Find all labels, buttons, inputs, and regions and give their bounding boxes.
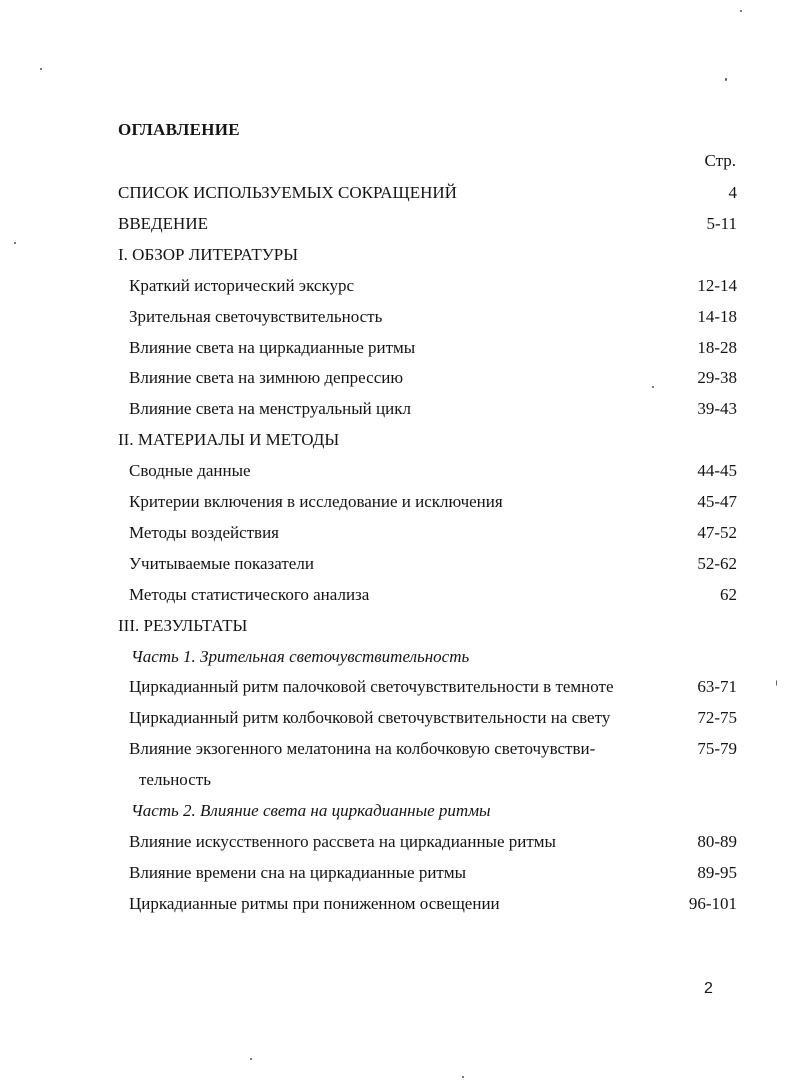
scan-speck <box>740 10 742 12</box>
toc-entry-title: I. ОБЗОР ЛИТЕРАТУРЫ <box>118 244 299 264</box>
toc-entry-page: 5-11 <box>706 213 737 233</box>
toc-entry <box>0 830 792 854</box>
toc-entry <box>0 428 792 452</box>
page-column-label: Стр. <box>704 151 736 170</box>
toc-entry-title: ВВЕДЕНИЕ <box>118 213 208 233</box>
toc-entry-title: Учитываемые показатели <box>129 553 314 573</box>
toc-entry-page: 80-89 <box>697 831 737 851</box>
toc-entry <box>0 799 792 823</box>
toc-entry <box>0 305 792 329</box>
toc-entry-title: СПИСОК ИСПОЛЬЗУЕМЫХ СОКРАЩЕНИЙ <box>118 183 457 202</box>
toc-entry-page: 18-28 <box>697 337 737 357</box>
toc-entry <box>0 397 792 421</box>
toc-entry-title: Краткий исторический экскурс <box>129 275 355 295</box>
scan-speck <box>14 242 16 244</box>
toc-entry-page: 75-79 <box>697 739 737 759</box>
toc-entry-page: 63-71 <box>697 677 737 697</box>
toc-entry-title: Циркадианные ритмы при пониженном освещении <box>129 893 500 913</box>
toc-entry-title: II. МАТЕРИАЛЫ И МЕТОДЫ <box>118 430 340 450</box>
toc-entry-title: Методы статистического анализа <box>129 584 370 604</box>
toc-entry <box>0 892 792 916</box>
toc-entry-page: 4 <box>728 183 737 202</box>
toc-entry-page: 14-18 <box>697 306 737 326</box>
toc-entry <box>0 459 792 483</box>
toc-entry <box>0 706 792 730</box>
toc-entry-page: 72-75 <box>697 708 737 728</box>
toc-entry <box>0 366 792 390</box>
toc-entry-title: Циркадианный ритм палочковой светочувствительности в темноте <box>129 677 614 697</box>
toc-entry <box>0 737 792 761</box>
toc-entry <box>0 552 792 576</box>
toc-entry-page: 96-101 <box>688 893 737 913</box>
toc-entry <box>0 212 792 236</box>
scan-speck <box>462 1076 464 1078</box>
toc-entry-title: тельность <box>139 770 211 790</box>
toc-entry <box>0 614 792 638</box>
toc-entry-title: III. РЕЗУЛЬТАТЫ <box>118 615 248 635</box>
toc-entry <box>0 675 792 699</box>
toc-entry <box>0 583 792 607</box>
toc-entry-title: Влияние времени сна на циркадианные ритмы <box>129 862 467 882</box>
scan-speck <box>776 680 777 686</box>
toc-entry-page: 45-47 <box>697 492 737 511</box>
toc-entry <box>0 490 792 514</box>
toc-entry-page: 47-52 <box>697 522 737 542</box>
toc-entry-title: Влияние света на циркадианные ритмы <box>129 337 416 357</box>
toc-entry-page: 12-14 <box>697 275 737 295</box>
toc-entry-page: 89-95 <box>697 862 737 882</box>
scan-speck <box>250 1058 252 1060</box>
toc-entry <box>0 181 792 205</box>
toc-entry-title: Часть 2. Влияние света на циркадианные ритмы <box>131 801 491 820</box>
toc-entry <box>0 861 792 885</box>
toc-entry-title: Влияние света на зимнюю депрессию <box>129 368 404 388</box>
toc-entry <box>0 243 792 267</box>
toc-entry <box>0 336 792 360</box>
scan-speck <box>652 386 654 388</box>
toc-entry <box>0 521 792 545</box>
scan-speck <box>725 78 727 81</box>
toc-entry-title: Зрительная светочувствительность <box>129 306 383 326</box>
toc-entry-page: 62 <box>720 584 737 604</box>
toc-entry-title: Влияние искусственного рассвета на циркадианные ритмы <box>129 831 556 851</box>
page-title: ОГЛАВЛЕНИЕ <box>118 120 240 139</box>
toc-entry-title: Влияние экзогенного мелатонина на колбочковую светочувстви- <box>129 739 596 759</box>
toc-entry-page: 39-43 <box>697 399 737 419</box>
toc-entry-title: Сводные данные <box>129 461 251 481</box>
toc-entry-title: Влияние света на менструальный цикл <box>129 399 411 419</box>
scan-speck <box>40 68 42 70</box>
toc-entry <box>0 768 792 792</box>
toc-entry-title: Методы воздействия <box>129 522 280 542</box>
page-number: 2 <box>704 980 713 997</box>
toc-entry-title: Циркадианный ритм колбочковой светочувствительности на свету <box>129 708 611 728</box>
toc-entry <box>0 274 792 298</box>
toc-entry-page: 52-62 <box>697 553 737 573</box>
toc-entry-title: Часть 1. Зрительная светочувствительность <box>131 646 470 666</box>
toc-entry <box>0 645 792 669</box>
toc-entry-title: Критерии включения в исследование и исключения <box>129 492 503 511</box>
toc-entry-page: 44-45 <box>697 461 737 481</box>
toc-entry-page: 29-38 <box>697 368 737 388</box>
